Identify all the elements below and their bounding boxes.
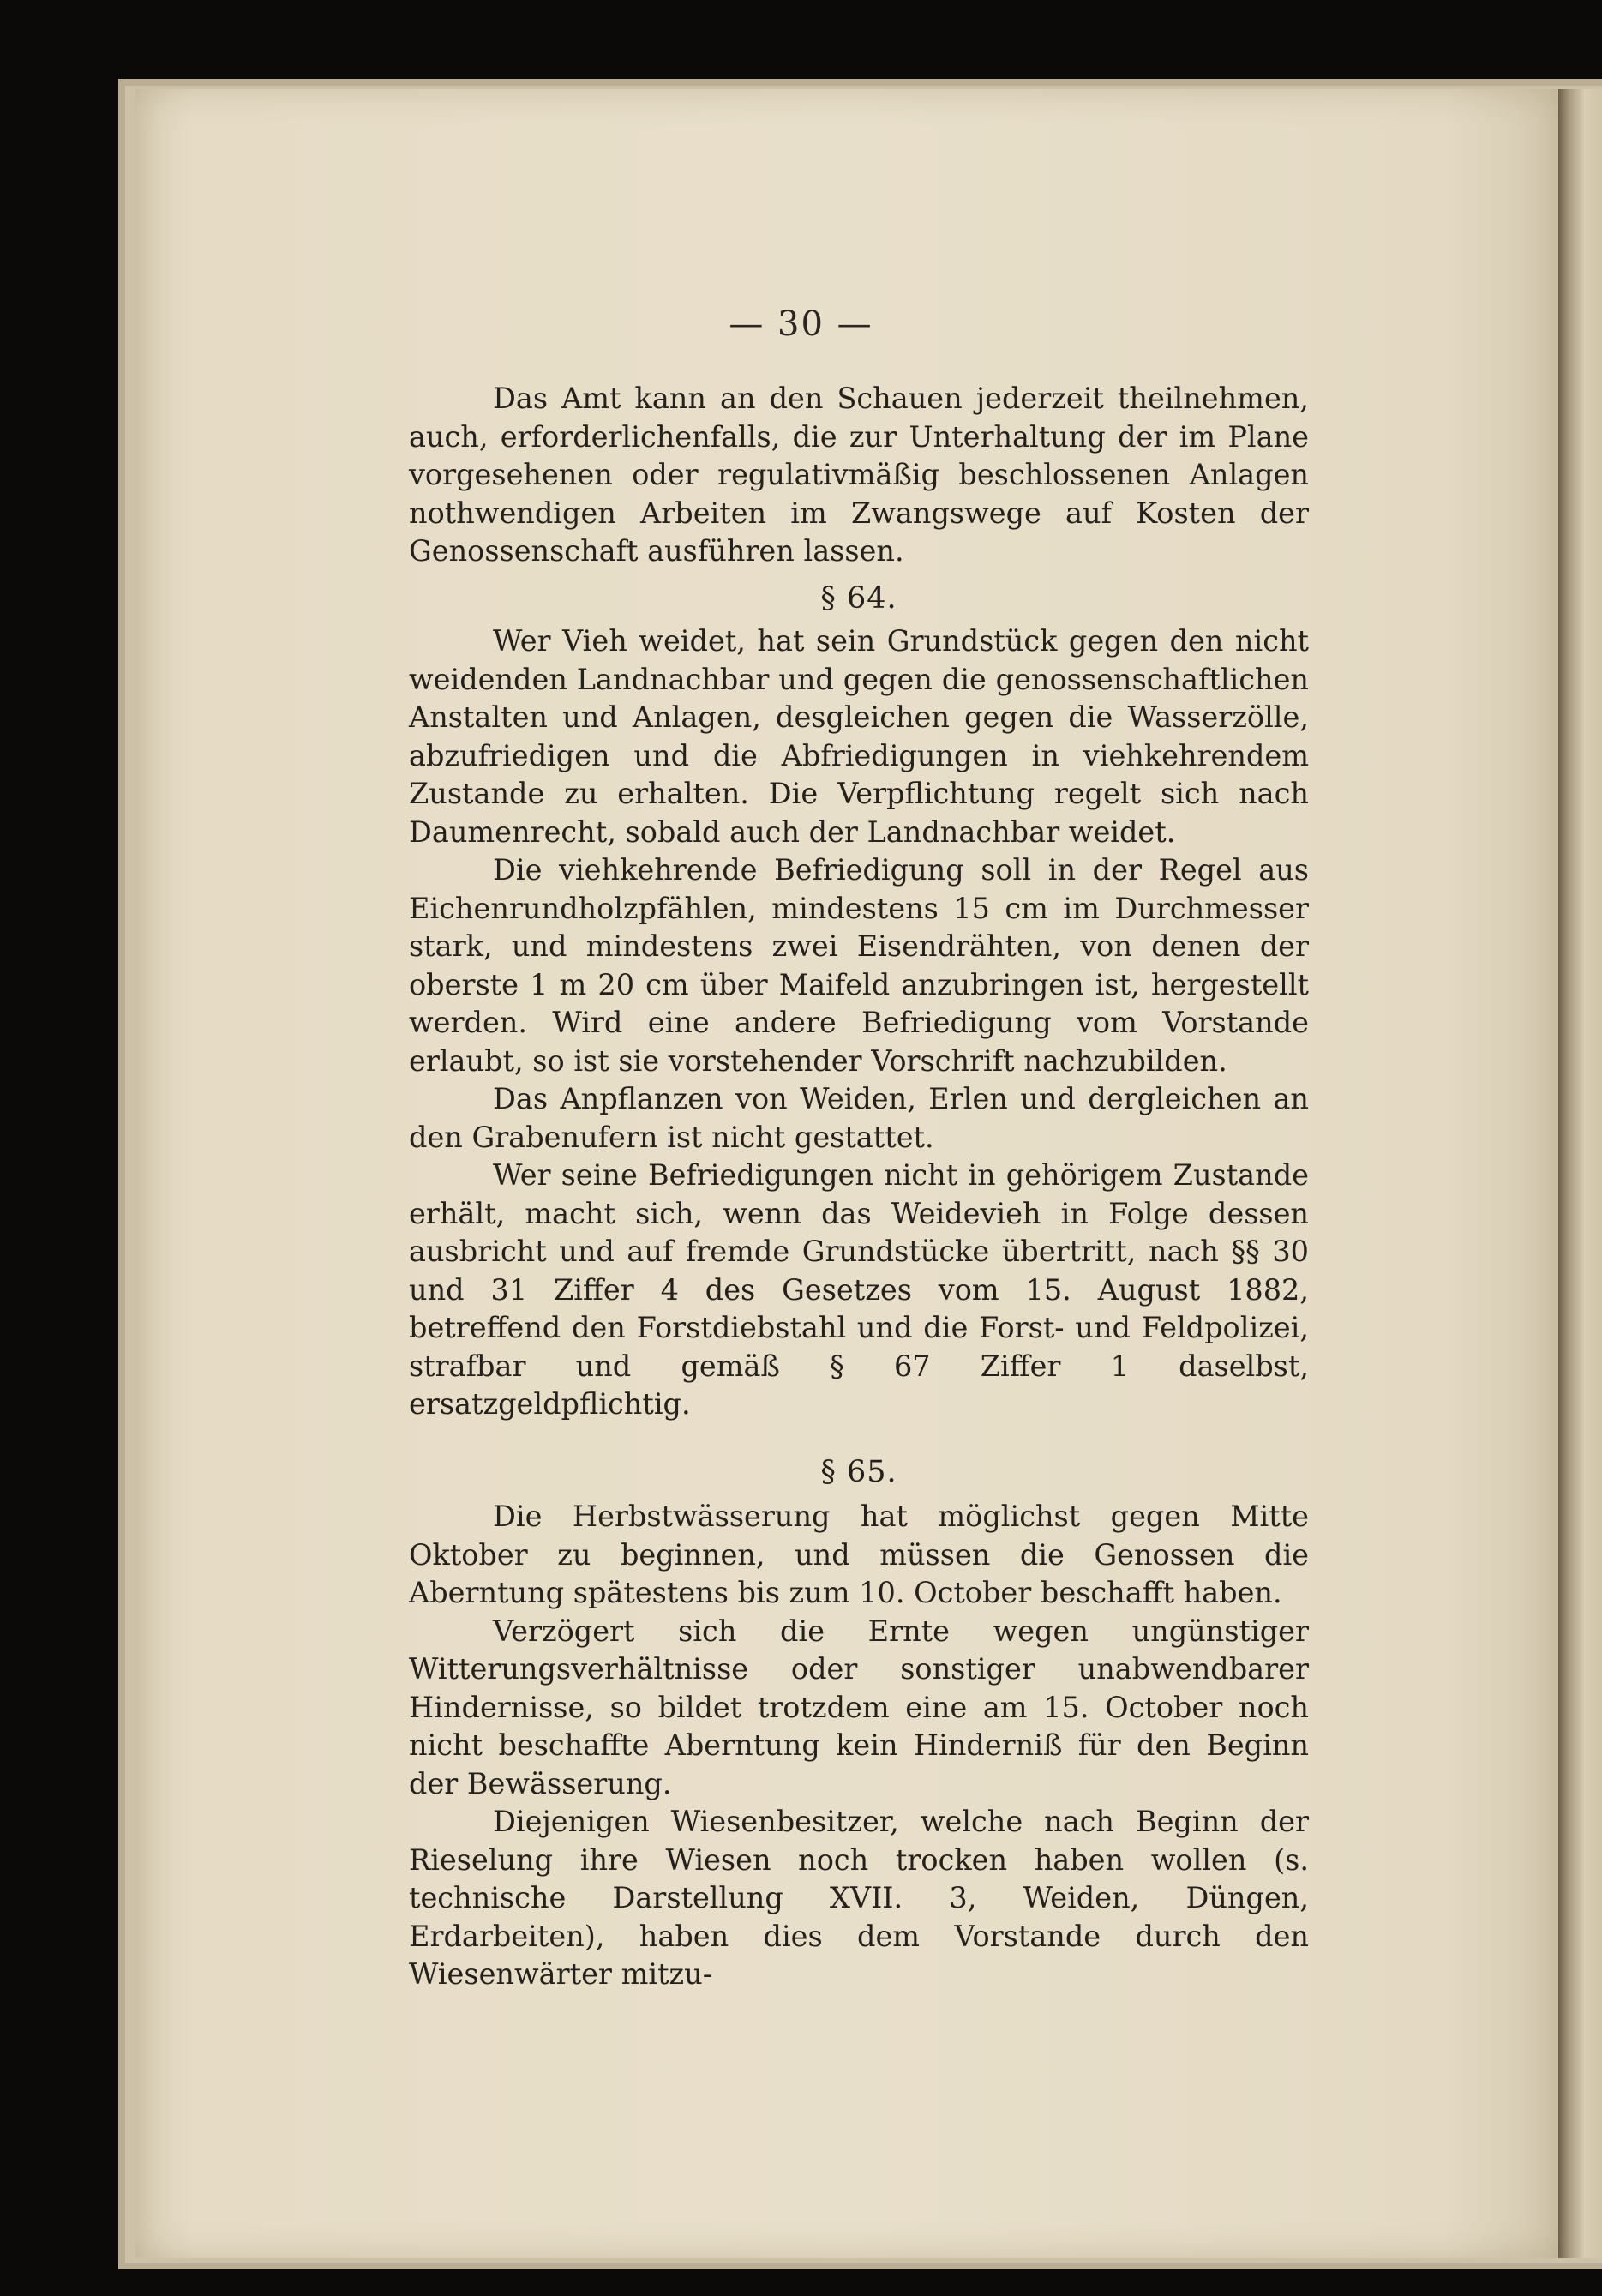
paragraph-64-4: Wer seine Befriedigungen nicht in gehörigem Zustande erhält, macht sich, wenn das Weidevieh in Folge dessen ausbricht und auf fremde Grundstücke übertritt, nach §§ 30 und 31 Ziffer 4 des Gesetzes vom 15. August 1882, betreffend den Forstdiebstahl und die Forst- und Feldpolizei, strafbar und gemäß § 67 Ziffer 1 daselbst, ersatzgeldpflichtig.: [409, 1158, 1309, 1421]
paragraph-64-1: Wer Vieh weidet, hat sein Grundstück gegen den nicht weidenden Landnachbar und gegen die genossenschaftlichen Anstalten und Anlagen, desgleichen gegen die Wasserzölle, abzufriedigen und die Abfriedigungen in viehkehrendem Zustande zu erhalten. Die Verpflichtung regelt sich nach Daumenrecht, sobald auch der Landnachbar weidet.: [409, 624, 1309, 849]
paragraph-65-3: Diejenigen Wiesenbesitzer, welche nach Beginn der Rieselung ihre Wiesen noch trocken haben wollen (s. technische Darstellung XVII. 3, Weiden, Düngen, Erdarbeiten), haben dies dem Vorstande durch den Wiesenwärter mitzu-: [409, 1805, 1309, 1991]
paragraph-65-1: Die Herbstwässerung hat möglichst gegen Mitte Oktober zu beginnen, und müssen die Genossen die Aberntung spätestens bis zum 10. October beschafft haben.: [409, 1500, 1309, 1609]
facing-page-edge: [1558, 89, 1602, 2258]
paragraph-64-3: Das Anpflanzen von Weiden, Erlen und dergleichen an den Grabenufern ist nicht gestattet.: [409, 1082, 1309, 1154]
page-body: [409, 380, 1309, 1994]
section-heading-64: § 64.: [820, 580, 897, 616]
paragraph-65-2: Verzögert sich die Ernte wegen ungünstiger Witterungsverhältnisse oder sonstiger unabwendbarer Hindernisse, so bildet trotzdem eine am 15. October noch nicht beschaffte Aberntung kein Hinderniß für den Beginn der Bewässerung.: [409, 1614, 1309, 1800]
section-heading-65: § 65.: [820, 1454, 897, 1489]
paragraph-64-2: Die viehkehrende Befriedigung soll in der Regel aus Eichenrundholzpfählen, mindestens 15 cm im Durchmesser stark, und mindestens zwei Eisendrähten, von denen der oberste 1 m 20 cm über Maifeld anzubringen ist, hergestellt werden. Wird eine andere Befriedigung vom Vorstande erlaubt, so ist sie vorstehender Vorschrift nachzubilden.: [409, 853, 1309, 1078]
paragraph-intro: Das Amt kann an den Schauen jederzeit theilnehmen, auch, erforderlichenfalls, die zur Unterhaltung der im Plane vorgesehenen oder regulativmäßig beschlossenen Anlagen nothwendigen Arbeiten im Zwangswege auf Kosten der Genossenschaft ausführen lassen.: [409, 382, 1309, 568]
page-number: — 30 —: [729, 304, 873, 344]
